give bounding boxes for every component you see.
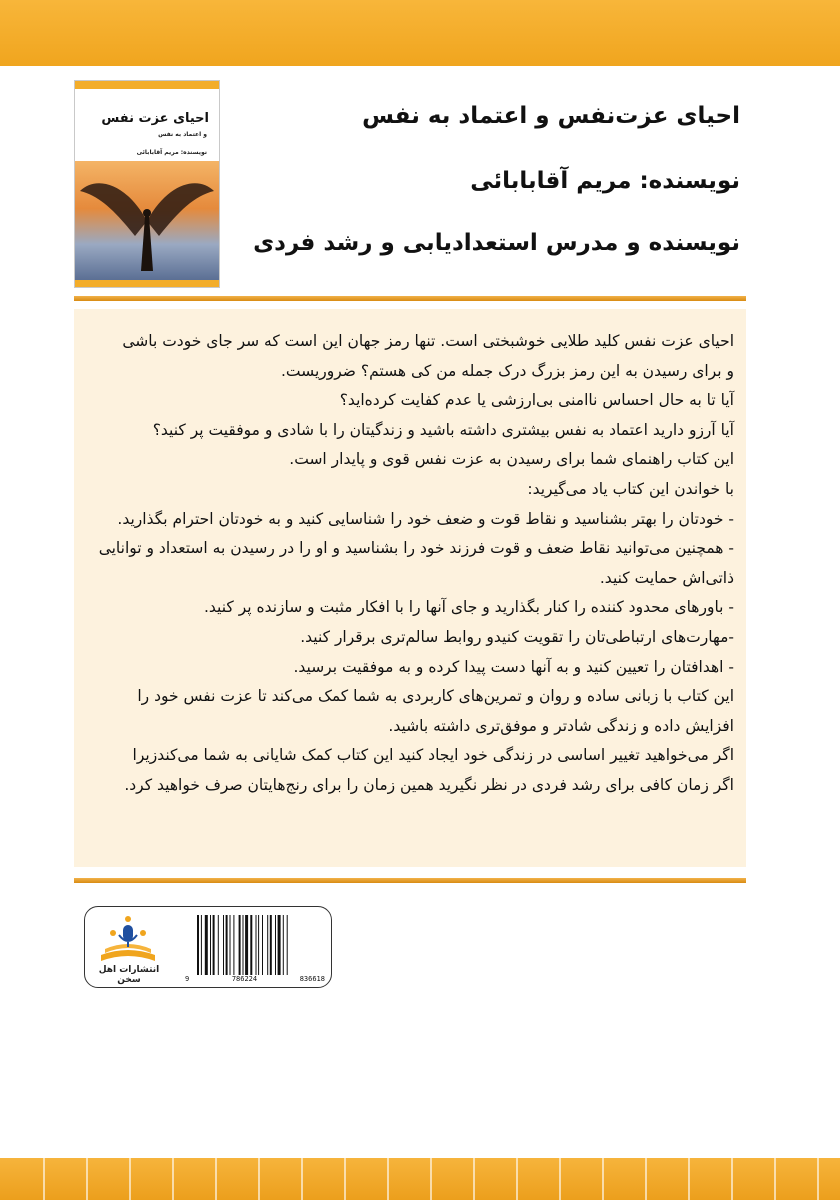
band-divider: [215, 1158, 217, 1200]
band-divider: [559, 1158, 561, 1200]
barcode-bar: [256, 915, 257, 975]
cover-top-band: [75, 81, 219, 89]
top-divider: [74, 296, 746, 301]
band-divider: [645, 1158, 647, 1200]
cover-wings-image: [75, 161, 219, 280]
band-divider: [86, 1158, 88, 1200]
body-line: اگر می‌خواهید تغییر اساسی در زندگی خود ایجاد کنید این کتاب کمک شایانی به شما می‌کندزیرا: [132, 746, 734, 765]
barcode-bar: [245, 915, 248, 975]
body-line: با خواندن این کتاب یاد می‌گیرید:: [527, 479, 734, 498]
barcode-digit-group: 9: [185, 975, 190, 983]
barcode-bar: [210, 915, 211, 975]
cover-bottom-band: [75, 280, 219, 287]
body-line: افزایش داده و زندگی شادتر و موفق‌تری داشته باشید.: [388, 716, 734, 735]
barcode-digits: [185, 975, 325, 983]
band-divider: [387, 1158, 389, 1200]
barcode-bar: [205, 915, 208, 975]
body-line: احیای عزت نفس کلید طلایی خوشبختی است. تنها رمز جهان این است که سر جای خودت باشی: [122, 332, 734, 350]
band-divider: [817, 1158, 819, 1200]
barcode-bar: [250, 915, 252, 975]
body-line: - اهدافتان را تعیین کنید و به آنها دست پیدا کرده و به موفقیت برسید.: [293, 657, 734, 676]
barcode-bar: [243, 915, 244, 975]
body-line: -مهارت‌های ارتباطی‌تان را تقویت کنیدو روابط سالم‌تری برقرار کنید.: [300, 627, 734, 646]
barcode-bar: [233, 915, 234, 975]
body-line: - همچنین می‌توانید نقاط ضعف و قوت فرزند خود را بشناسید و او را در رسیدن به استعداد و توانایی: [98, 539, 734, 558]
book-title: احیای عزت‌نفس و اعتماد به نفس: [362, 103, 740, 129]
barcode-digit-group: 786224: [231, 975, 258, 983]
barcode-bar: [270, 915, 272, 975]
author-role: نویسنده و مدرس استعدادیابی و رشد فردی: [253, 230, 740, 256]
barcode-bar: [223, 915, 224, 975]
publisher-name: انتشارات اهل سخن: [98, 965, 160, 985]
wings-illustration: [75, 161, 219, 280]
author-line: نویسنده: مریم آقابابائی: [470, 168, 740, 194]
barcode-bar: [258, 915, 259, 975]
band-divider: [731, 1158, 733, 1200]
band-divider: [774, 1158, 776, 1200]
description-panel: [74, 309, 746, 867]
bottom-band: [0, 1158, 840, 1200]
body-line: ذاتی‌اش حمایت کنید.: [599, 568, 734, 587]
band-divider: [516, 1158, 518, 1200]
body-line: این کتاب با زبانی ساده و روان و تمرین‌های کاربردی به شما کمک می‌کند تا عزت نفس خود را: [137, 687, 734, 706]
cover-title: احیای عزت نفس: [101, 111, 209, 126]
band-divider: [301, 1158, 303, 1200]
band-divider: [473, 1158, 475, 1200]
band-divider: [602, 1158, 604, 1200]
barcode-bar: [213, 915, 215, 975]
band-divider: [688, 1158, 690, 1200]
cover-subtitle: و اعتماد به نفس: [158, 131, 207, 138]
body-line: - باورهای محدود کننده را کنار بگذارید و جای آنها را با افکار مثبت و سازنده پر کنید.: [203, 598, 734, 617]
book-cover-thumbnail: [74, 80, 220, 288]
body-line: - خودتان را بهتر بشناسید و نقاط قوت و ضعف خود را شناسایی کنید و به خودتان احترام بگذارید.: [117, 509, 734, 528]
band-divider: [43, 1158, 45, 1200]
body-line: و برای رسیدن به این رمز بزرگ درک جمله من کی هستم؟ ضروریست.: [280, 361, 734, 380]
barcode-bar: [262, 915, 263, 975]
barcode-bar: [287, 915, 288, 975]
band-divider: [129, 1158, 131, 1200]
publisher-barcode-box: [84, 906, 332, 988]
band-divider: [172, 1158, 174, 1200]
barcode-bar: [230, 915, 231, 975]
body-line: آیا تا به حال احساس ناامنی بی‌ارزشی یا عدم کفایت کرده‌اید؟: [339, 391, 734, 410]
barcode-bar: [239, 915, 241, 975]
barcode-bar: [226, 915, 228, 975]
barcode-bar: [275, 915, 276, 975]
barcode-bar: [267, 915, 268, 975]
barcode-bar: [201, 915, 202, 975]
barcode-digit-group: 836618: [299, 975, 325, 983]
body-line: این کتاب راهنمای شما برای رسیدن به عزت نفس قوی و پایدار است.: [289, 450, 734, 469]
body-line: آیا آرزو دارید اعتماد به نفس بیشتری داشته باشید و زندگیتان را با شادی و موفقیت پر کنید؟: [152, 420, 734, 439]
barcode-bar: [197, 915, 199, 975]
band-divider: [258, 1158, 260, 1200]
barcode-bar: [283, 915, 284, 975]
band-divider: [344, 1158, 346, 1200]
top-band: [0, 0, 840, 66]
body-line: اگر زمان کافی برای رشد فردی در نظر نگیرید همین زمان را برای رنج‌هایتان صرف خواهید کرد.: [124, 775, 734, 794]
band-divider: [430, 1158, 432, 1200]
barcode-bar: [278, 915, 281, 975]
bottom-divider: [74, 878, 746, 883]
cover-author: نویسنده: مریم آقابابائی: [136, 149, 207, 156]
isbn-barcode: [197, 915, 321, 975]
barcode-bar: [218, 915, 219, 975]
